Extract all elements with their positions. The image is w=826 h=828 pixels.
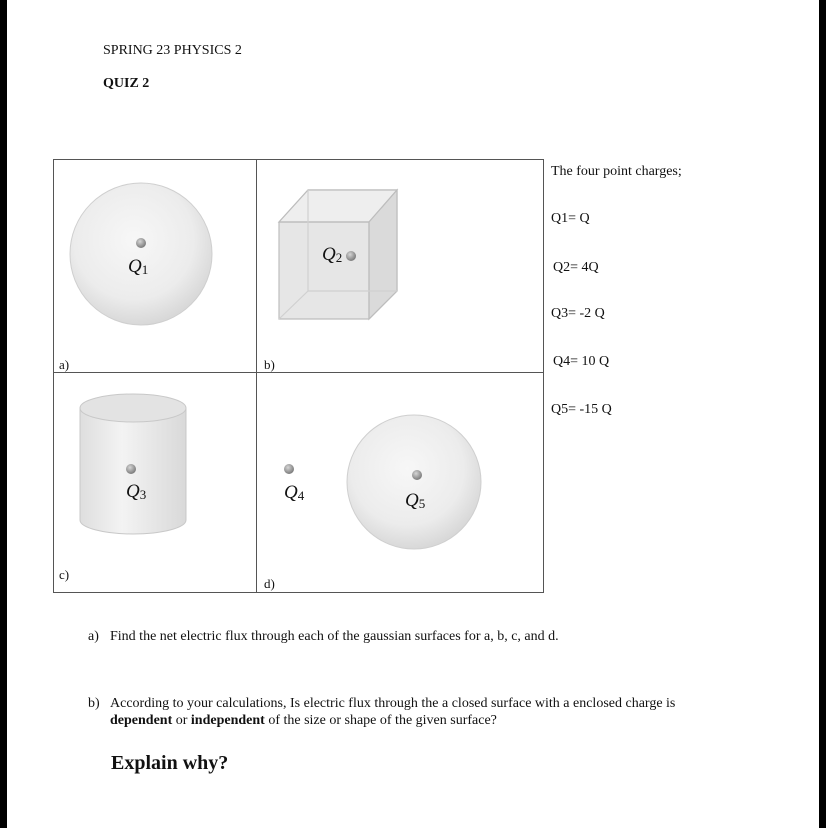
charge-value-q4: Q4= 10 Q <box>553 354 610 369</box>
charge-label-q2: $Q_2$ <box>322 244 343 265</box>
charge-value-q3: Q3= -2 Q <box>551 306 605 321</box>
charge-value-q5: Q5= -15 Q <box>551 402 612 417</box>
charge-label-q5: $Q_5$ <box>405 490 426 511</box>
sphere-surface-a <box>70 183 212 325</box>
question-a-number: a) <box>88 629 99 644</box>
charge-dot-q4 <box>284 464 294 474</box>
term-dependent: dependent <box>110 713 173 728</box>
quiz-title: QUIZ 2 <box>103 76 150 91</box>
charge-value-q1: Q1= Q <box>551 211 590 226</box>
cell-label-b: b) <box>264 357 275 372</box>
charge-dot-q1 <box>136 238 146 248</box>
sphere-surface-d <box>347 415 481 549</box>
charge-dot-q5 <box>412 470 422 480</box>
cell-label-a: a) <box>59 357 70 372</box>
cell-label-d: d) <box>264 576 275 591</box>
charge-label-q3: $Q_3$ <box>126 481 147 502</box>
charge-label-q1: $Q_1$ <box>128 256 149 277</box>
charge-value-q2: Q2= 4Q <box>553 260 599 275</box>
cylinder-surface-c <box>80 394 186 534</box>
charge-label-q4: $Q_4$ <box>284 482 305 503</box>
charges-intro: The four point charges; <box>551 164 682 179</box>
question-b-number: b) <box>88 696 100 711</box>
term-independent: independent <box>190 713 265 728</box>
course-title: SPRING 23 PHYSICS 2 <box>103 43 242 58</box>
question-b-text: According to your calculations, Is electric flux through the a closed surface with a enclosed charge is dependent or independent of the size or shape of the given surface? <box>110 696 676 728</box>
charge-dot-q2 <box>346 251 356 261</box>
explain-prompt: Explain why? <box>111 752 229 774</box>
question-a-text: Find the net electric flux through each of the gaussian surfaces for a, b, c, and d. <box>110 629 559 644</box>
cell-label-c: c) <box>59 567 70 582</box>
charge-dot-q3 <box>126 464 136 474</box>
